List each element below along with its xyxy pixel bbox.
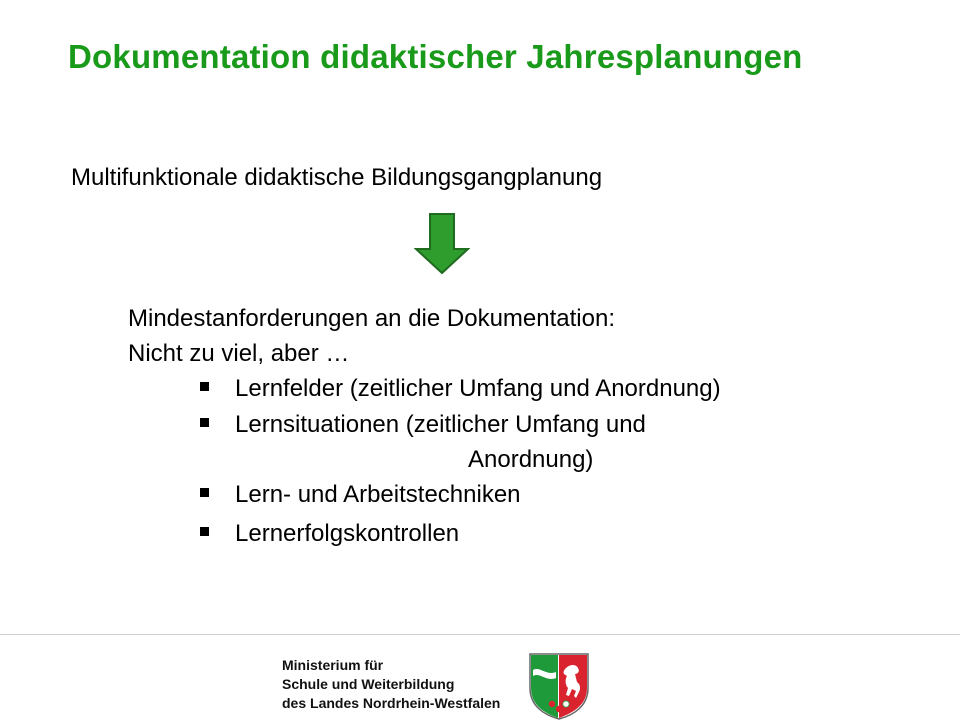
bullet-item <box>200 377 721 401</box>
coat-of-arms-icon <box>528 652 590 720</box>
bullet-text: Lernerfolgskontrollen <box>235 520 460 547</box>
ministry-name <box>282 656 500 713</box>
bullet-item <box>200 522 459 546</box>
bullet-text: Lernsituationen (zeitlicher Umfang und <box>235 411 646 438</box>
bullet-continuation: Anordnung) <box>468 446 594 473</box>
ministry-line: Ministerium für <box>282 657 384 673</box>
square-bullet-icon <box>200 527 209 536</box>
subtitle: Multifunktionale didaktische Bildungsgangplanung <box>71 164 603 191</box>
bullet-item <box>200 483 521 507</box>
requirements-note: Nicht zu viel, aber … <box>128 340 350 367</box>
requirements-heading: Mindestanforderungen an die Dokumentation: <box>128 305 615 332</box>
ministry-line: des Landes Nordrhein-Westfalen <box>282 695 501 711</box>
footer-divider <box>0 634 960 635</box>
bullet-text: Lernfelder (zeitlicher Umfang und Anordnung) <box>235 375 721 402</box>
square-bullet-icon <box>200 418 209 427</box>
slide-title: Dokumentation didaktischer Jahresplanungen <box>68 38 803 75</box>
down-arrow-icon <box>414 213 470 275</box>
square-bullet-icon <box>200 488 209 497</box>
bullet-text: Lern- und Arbeitstechniken <box>235 481 521 508</box>
bullet-item <box>200 413 646 437</box>
ministry-line: Schule und Weiterbildung <box>282 676 455 692</box>
square-bullet-icon <box>200 382 209 391</box>
